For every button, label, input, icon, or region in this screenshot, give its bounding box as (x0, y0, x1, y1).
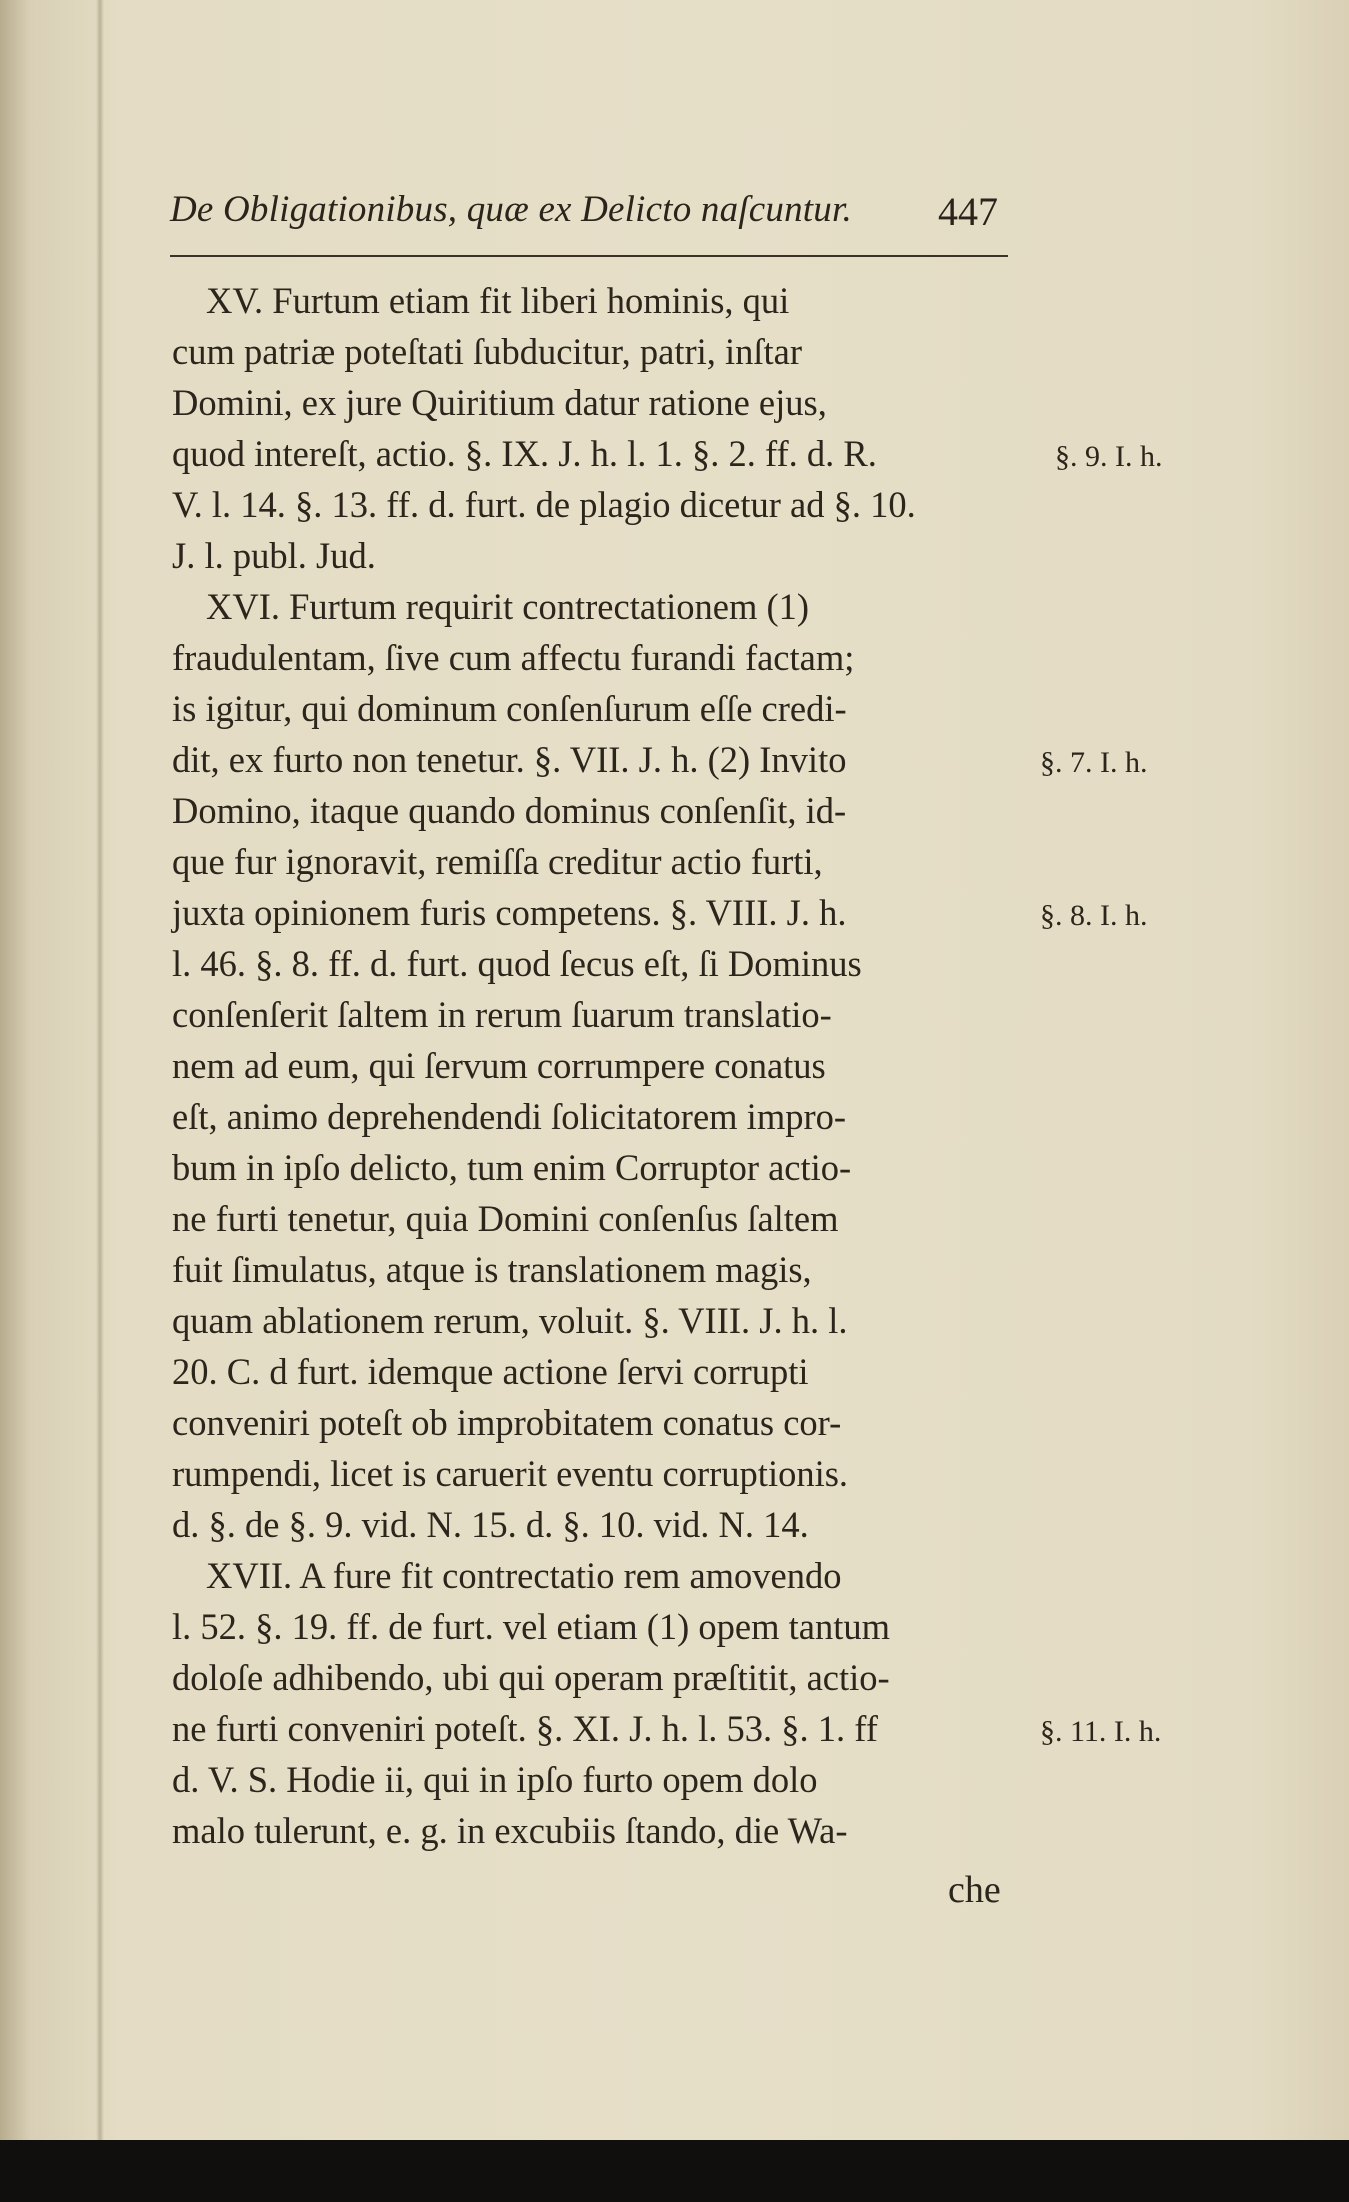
header-rule (170, 255, 1008, 257)
text-line: malo tulerunt, e. g. in excubiis ſtando, die Wa- (172, 1810, 848, 1851)
running-title: De Obligationibus, quæ ex Delicto naſcuntur. (170, 189, 852, 230)
text-line: juxta opinionem furis competens. §. VIII. J. h. (172, 892, 847, 933)
text-line: XVI. Furtum requirit contrectationem (1) (206, 586, 810, 627)
text-line: 20. C. d furt. idemque actione ſervi corrupti (172, 1351, 809, 1392)
text-line: eſt, animo deprehendendi ſolicitatorem impro- (172, 1096, 847, 1137)
text-line: J. l. publ. Jud. (172, 535, 376, 576)
text-line: dit, ex furto non tenetur. §. VII. J. h. (2) Invito (172, 739, 847, 780)
text-line: Domino, itaque quando dominus conſenſit, id- (172, 790, 847, 831)
text-line: rumpendi, licet is caruerit eventu corruptionis. (172, 1453, 849, 1494)
margin-note: §. 9. I. h. (1055, 440, 1163, 473)
margin-note: §. 11. I. h. (1040, 1715, 1162, 1748)
text-line: nem ad eum, qui ſervum corrumpere conatus (172, 1045, 826, 1086)
text-line: d. V. S. Hodie ii, qui in ipſo furto opem dolo (172, 1759, 818, 1800)
text-line: doloſe adhibendo, ubi qui operam præſtitit, actio- (172, 1657, 890, 1698)
text-line: quod intereſt, actio. §. IX. J. h. l. 1. §. 2. ff. d. R. (172, 433, 877, 474)
text-line: is igitur, qui dominum conſenſurum eſſe credi- (172, 688, 847, 729)
text-line: XV. Furtum etiam fit liberi hominis, qui (206, 280, 790, 321)
text-line: quam ablationem rerum, voluit. §. VIII. J. h. l. (172, 1300, 848, 1341)
text-line: ne furti conveniri poteſt. §. XI. J. h. l. 53. §. 1. ff (172, 1708, 878, 1749)
scan-background (0, 2140, 1349, 2202)
text-line: Domini, ex jure Quiritium datur ratione ejus, (172, 382, 827, 423)
text-line: l. 52. §. 19. ff. de furt. vel etiam (1) opem tantum (172, 1606, 891, 1647)
text-line: que fur ignoravit, remiſſa creditur actio furti, (172, 841, 823, 882)
text-line: l. 46. §. 8. ff. d. furt. quod ſecus eſt, ſi Dominus (172, 943, 862, 984)
text-line: d. §. de §. 9. vid. N. 15. d. §. 10. vid. N. 14. (172, 1504, 809, 1545)
margin-note: §. 8. I. h. (1040, 899, 1148, 932)
margin-note: §. 7. I. h. (1040, 746, 1148, 779)
text-line: cum patriæ poteſtati ſubducitur, patri, inſtar (172, 331, 803, 372)
text-line: V. l. 14. §. 13. ff. d. furt. de plagio dicetur ad §. 10. (172, 484, 916, 525)
text-line: fuit ſimulatus, atque is translationem magis, (172, 1249, 812, 1290)
text-line: conveniri poteſt ob improbitatem conatus cor- (172, 1402, 842, 1443)
text-line: ne furti tenetur, quia Domini conſenſus ſaltem (172, 1198, 839, 1239)
text-line: bum in ipſo delicto, tum enim Corruptor actio- (172, 1147, 852, 1188)
page-number: 447 (938, 189, 998, 234)
catchword: che (948, 1869, 1001, 1911)
page-header (170, 188, 1010, 250)
text-line: fraudulentam, ſive cum affectu furandi factam; (172, 637, 855, 678)
text-line: XVII. A fure fit contrectatio rem amovendo (206, 1555, 842, 1596)
text-line: conſenſerit ſaltem in rerum ſuarum translatio- (172, 994, 832, 1035)
binding-gutter (96, 0, 104, 2140)
